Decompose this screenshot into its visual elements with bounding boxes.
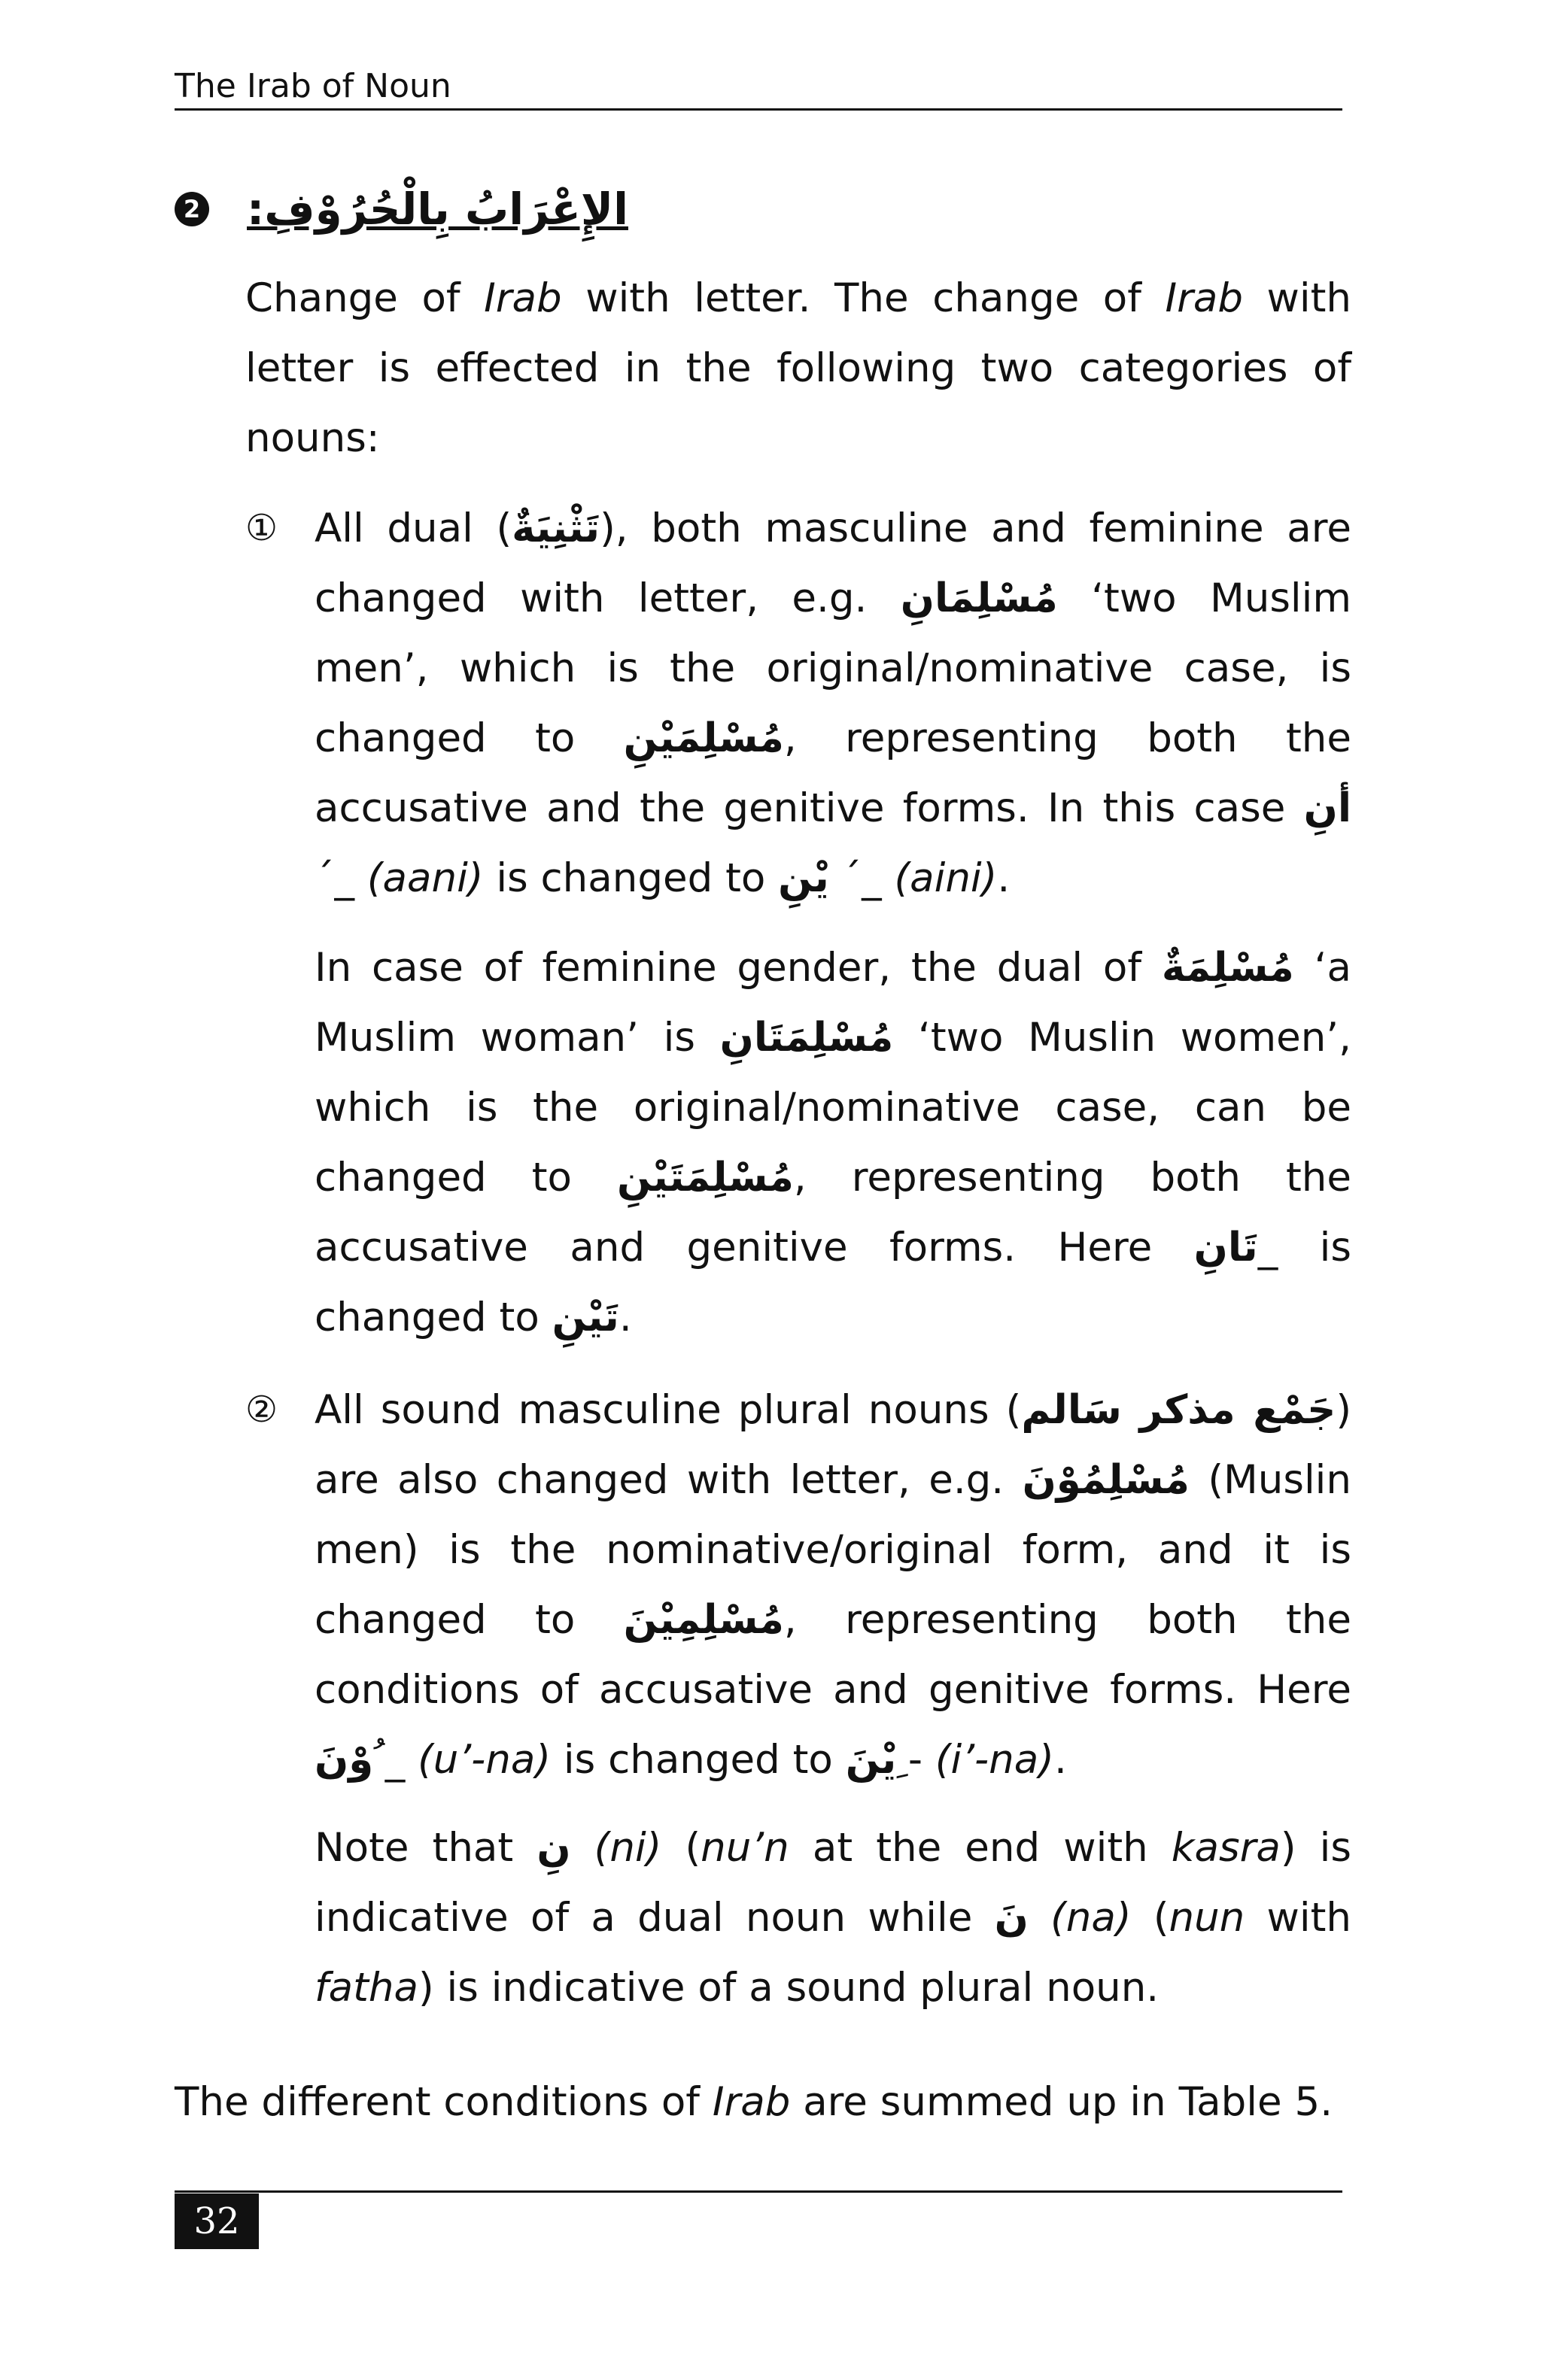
note-paragraph: Note that نِ (ni) (nu’n at the end with kasra) is indicative of a dual noun while نَ (na) (nun with fatha) is indicative of a sound plural noun.	[315, 1825, 1351, 2011]
section-title: الإِعْرَابُ بِالْحُرُوْفِ:	[247, 184, 628, 235]
summary-paragraph: The different conditions of Irab are summed up in Table 5.	[175, 2079, 1333, 2125]
section-bullet: 2	[175, 192, 209, 226]
section-heading	[175, 179, 628, 239]
intro-paragraph: Change of Irab with letter. The change of Irab with letter is effected in the following two categories of nouns:	[245, 275, 1352, 461]
feminine-paragraph: In case of feminine gender, the dual of مُسْلِمَةٌ ‘a Muslim woman’ is مُسْلِمَتَانِ ‘two Muslin women’, which is the original/nominative case, can be changed to مُسْلِمَتَيْنِ, representing both the accusative and genitive forms. Here تَانِ_ is changed to تَيْنِ.	[315, 945, 1352, 1340]
running-header	[175, 65, 1342, 111]
dual-paragraph: All dual (تَثْنِيَةٌ), both masculine and feminine are changed with letter, e.g. مُسْلِمَانِ ‘two Muslim men’, which is the original/nominative case, is changed to مُسْلِمَيْنِ, representing both the accusative and the genitive forms. In this case أنِ ´_ (aani) is changed to يْنِ ´_ (aini).	[315, 505, 1352, 901]
footer-rule	[175, 2190, 1342, 2193]
item-number-2: ②	[245, 1389, 278, 1431]
page-number: 32	[175, 2193, 259, 2249]
header-title: The Irab of Noun	[175, 67, 451, 105]
item-number-1: ①	[245, 507, 278, 549]
plural-paragraph: All sound masculine plural nouns (جَمْع مذكر سَالم) are also changed with letter, e.g. مُسْلِمُوْنَ (Muslin men) is the nominative/original form, and it is changed to مُسْلِمِيْنَ, representing both the conditions of accusative and genitive forms. Here وْنَ ُ_ (u’-na) is changed to يْنَ ِ- (i’-na).	[315, 1387, 1352, 1783]
